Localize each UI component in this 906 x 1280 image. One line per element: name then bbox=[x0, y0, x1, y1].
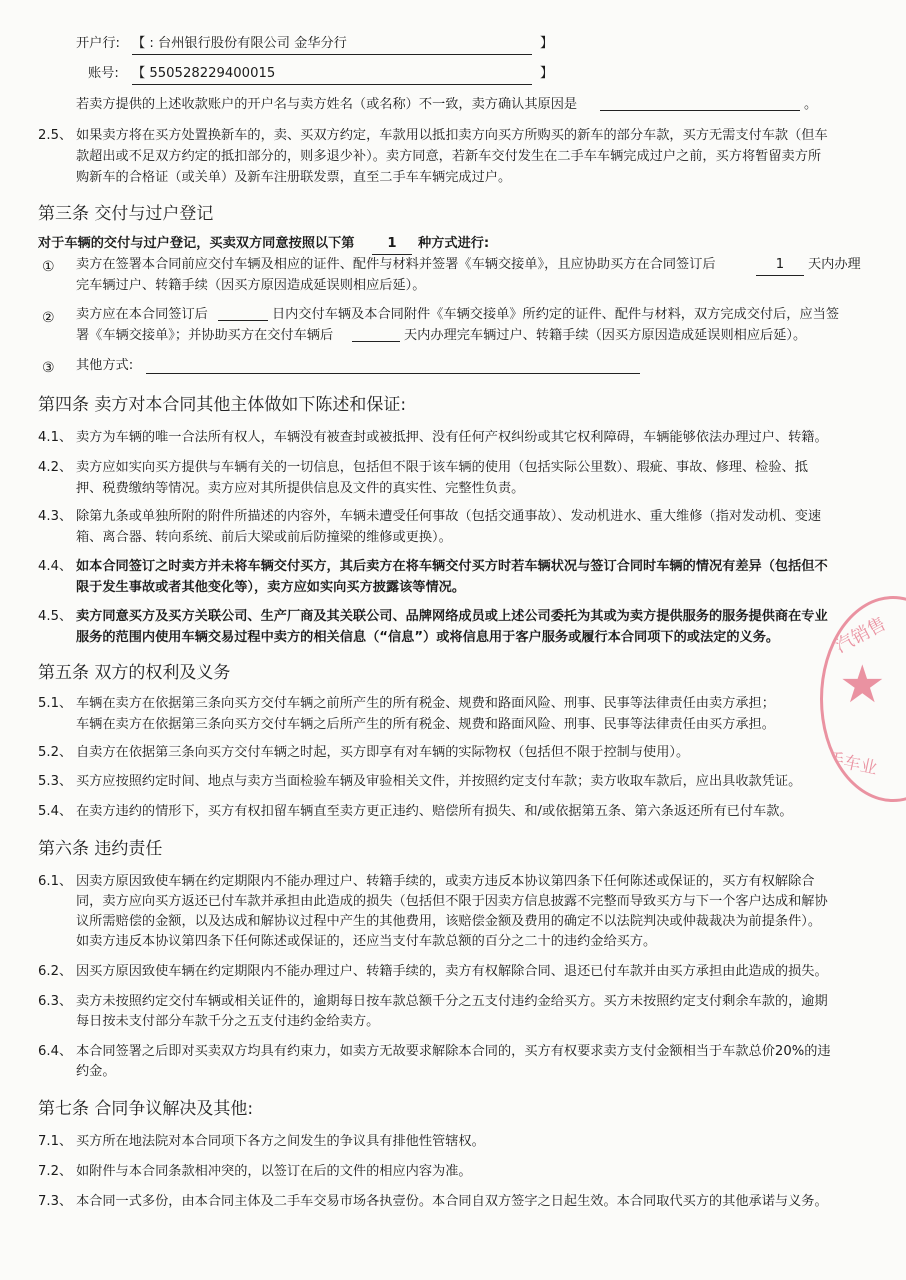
option-1-line-1a: 卖方在签署本合同前应交付车辆及相应的证件、配件与材料并签署《车辆交接单》，且应协助买方在合同签订后 bbox=[76, 257, 716, 272]
clause-4-3-line-1: 除第九条或单独所附的附件所描述的内容外，车辆未遭受任何事故（包括交通事故）、发动机进水、重大维修（指对发动机、变速 bbox=[76, 509, 822, 524]
clause-4-5-line-1: 卖方同意买方及买方关联公司、生产厂商及其关联公司、品牌网络成员或上述公司委托为其或为卖方提供服务的服务提供商在专业 bbox=[76, 609, 828, 624]
option-3-mark: ③ bbox=[42, 360, 55, 376]
clause-6-3-line-1: 卖方未按照约定交付车辆或相关证件的，逾期每日按车款总额千分之五支付违约金给买方。买方未按照约定支付剩余车款的，逾期 bbox=[76, 994, 828, 1009]
option-2-line-2b: 天内办理完车辆过户、转籍手续（因买方原因造成延误则相应后延）。 bbox=[404, 328, 807, 343]
clause-7-1-number: 7.1、 bbox=[38, 1134, 73, 1149]
clause-5-3-number: 5.3、 bbox=[38, 774, 73, 789]
clause-6-1-line-3: 议所需赔偿的金额，以及达成和解协议过程中产生的其他费用，该赔偿金额及费用的确定不以法院判决或仲裁裁决为前提条件）。 bbox=[76, 914, 822, 929]
clause-4-2-line-1: 卖方应如实向买方提供与车辆有关的一切信息，包括但不限于该车辆的使用（包括实际公里数）、瑕疵、事故、修理、检验、抵 bbox=[76, 460, 808, 475]
clause-2-5-line-1: 如果卖方将在买方处置换新车的，卖、买双方约定，车款用以抵扣卖方向买方所购买的新车的部分车款，买方无需支付车款（但车 bbox=[76, 128, 828, 143]
clause-4-5-number: 4.5、 bbox=[38, 609, 73, 624]
option-1-days: 1 bbox=[756, 255, 804, 276]
clause-6-1-line-2: 同，卖方应向买方返还已付车款并承担由此造成的损失（包括但不限于因卖方信息披露不完整而导致买方与下一个客户达成和解协 bbox=[76, 894, 828, 909]
seal-top-text: 汽销售 bbox=[831, 613, 890, 658]
clause-7-3: 本合同一式多份，由本合同主体及二手车交易市场各执壹份。本合同自双方签字之日起生效。本合同取代买方的其他承诺与义务。 bbox=[76, 1194, 828, 1209]
clause-6-3-number: 6.3、 bbox=[38, 994, 73, 1009]
clause-4-1: 卖方为车辆的唯一合法所有权人，车辆没有被查封或被抵押、没有任何产权纠纷或其它权利障碍，车辆能够依法办理过户、转籍。 bbox=[76, 430, 828, 445]
account-close-bracket: 】 bbox=[540, 66, 554, 81]
option-1-line-2: 完车辆过户、转籍手续（因买方原因造成延误则相应后延）。 bbox=[76, 278, 426, 293]
clause-4-3-line-2: 箱、离合器、转向系统、前后大梁或前后防撞梁的维修或更换）。 bbox=[76, 530, 452, 545]
article-3-option-number: 1 bbox=[372, 234, 412, 255]
clause-4-4-line-1: 如本合同签订之时卖方并未将车辆交付买方，其后卖方在将车辆交付买方时若车辆状况与签订合同时车辆的情况有差异（包括但不 bbox=[76, 559, 828, 574]
option-2-line-1b: 日内交付车辆及本合同附件《车辆交接单》所约定的证件、配件与材料，双方完成交付后，应当签 bbox=[272, 307, 840, 322]
article-7-title: 第七条 合同争议解决及其他: bbox=[38, 1099, 254, 1119]
clause-5-4-number: 5.4、 bbox=[38, 804, 73, 819]
clause-5-3: 买方应按照约定时间、地点与卖方当面检验车辆及审验相关文件，并按照约定支付车款；卖方收取车款后，应出具收款凭证。 bbox=[76, 774, 802, 789]
article-5-title: 第五条 双方的权利及义务 bbox=[38, 663, 231, 683]
clause-4-4-number: 4.4、 bbox=[38, 559, 73, 574]
clause-6-1-line-1: 因卖方原因致使车辆在约定期限内不能办理过户、转籍手续的，或卖方违反本协议第四条下任何陈述或保证的，买方有权解除合 bbox=[76, 874, 815, 889]
clause-6-3-line-2: 每日按未支付部分车款千分之五支付违约金给卖方。 bbox=[76, 1014, 380, 1029]
clause-5-2: 自卖方在依据第三条向买方交付车辆之时起，买方即享有对车辆的实际物权（包括但不限于控制与使用）。 bbox=[76, 745, 690, 760]
clause-6-1-number: 6.1、 bbox=[38, 874, 73, 889]
clause-5-2-number: 5.2、 bbox=[38, 745, 73, 760]
clause-5-1-line-1: 车辆在卖方在依据第三条向买方交付车辆之前所产生的所有税金、规费和路面风险、刑事、民事等法律责任由卖方承担； bbox=[76, 696, 775, 711]
account-value: 【 550528229400015 bbox=[132, 64, 532, 85]
article-3-title: 第三条 交付与过户登记 bbox=[38, 204, 214, 224]
bank-label: 开户行: bbox=[76, 36, 121, 51]
article-6-title: 第六条 违约责任 bbox=[38, 839, 163, 859]
clause-2-5-number: 2.5、 bbox=[38, 128, 73, 143]
clause-6-1-line-4: 如卖方违反本协议第四条下任何陈述或保证的，还应当支付车款总额的百分之二十的违约金给买方。 bbox=[76, 934, 657, 949]
article-3-intro: 对于车辆的交付与过户登记，买卖双方同意按照以下第 bbox=[38, 236, 355, 251]
clause-6-2: 因买方原因致使车辆在约定期限内不能办理过户、转籍手续的，卖方有权解除合同、退还已付车款并由买方承担由此造成的损失。 bbox=[76, 964, 828, 979]
mismatch-blank bbox=[600, 110, 800, 111]
account-label: 账号: bbox=[88, 66, 119, 81]
clause-4-2-number: 4.2、 bbox=[38, 460, 73, 475]
clause-6-2-number: 6.2、 bbox=[38, 964, 73, 979]
seal-star-icon: ★ bbox=[839, 655, 886, 715]
mismatch-text: 若卖方提供的上述收款账户的开户名与卖方姓名（或名称）不一致，卖方确认其原因是 bbox=[76, 97, 578, 112]
option-1-mark: ① bbox=[42, 259, 55, 275]
clause-5-4: 在卖方违约的情形下，买方有权扣留车辆直至卖方更正违约、赔偿所有损失、和/或依据第五条、第六条返还所有已付车款。 bbox=[76, 804, 793, 819]
clause-7-2-number: 7.2、 bbox=[38, 1164, 73, 1179]
option-2-transfer-blank bbox=[352, 341, 400, 342]
clause-4-2-line-2: 押、税费缴纳等情况。卖方应对其所提供信息及文件的真实性、完整性负责。 bbox=[76, 481, 525, 496]
clause-4-3-number: 4.3、 bbox=[38, 509, 73, 524]
article-3-intro-end: 种方式进行: bbox=[418, 236, 490, 251]
seal-bottom-text: 手车业 bbox=[824, 748, 880, 780]
clause-2-5-line-3: 购新车的合格证（或关单）及新车注册联发票，直至二手车车辆完成过户。 bbox=[76, 170, 512, 185]
article-4-title: 第四条 卖方对本合同其他主体做如下陈述和保证: bbox=[38, 395, 407, 415]
bank-close-bracket: 】 bbox=[540, 36, 554, 51]
option-2-mark: ② bbox=[42, 310, 55, 326]
option-1-line-1b: 天内办理 bbox=[808, 257, 861, 272]
clause-7-3-number: 7.3、 bbox=[38, 1194, 73, 1209]
clause-7-2: 如附件与本合同条款相冲突的，以签订在后的文件的相应内容为准。 bbox=[76, 1164, 472, 1179]
option-3-blank bbox=[146, 373, 640, 374]
clause-4-1-number: 4.1、 bbox=[38, 430, 73, 445]
clause-2-5-line-2: 款超出或不足双方约定的抵扣部分的，则多退少补）。卖方同意，若新车交付发生在二手车车辆完成过户之前，买方将暂留卖方所 bbox=[76, 149, 822, 164]
option-2-line-2a: 署《车辆交接单》；并协助买方在交付车辆后 bbox=[76, 328, 334, 343]
clause-4-5-line-2: 服务的范围内使用车辆交易过程中卖方的相关信息（“信息”）或将信息用于客户服务或履行本合同项下的或法定的义务。 bbox=[76, 630, 780, 645]
clause-6-4-line-1: 本合同签署之后即对买卖双方均具有约束力，如卖方无故要求解除本合同的，买方有权要求卖方支付金额相当于车款总价20%的违 bbox=[76, 1044, 831, 1059]
clause-6-4-line-2: 约金。 bbox=[76, 1064, 116, 1079]
clause-5-1-line-2: 车辆在卖方在依据第三条向买方交付车辆之后所产生的所有税金、规费和路面风险、刑事、民事等法律责任由买方承担。 bbox=[76, 717, 775, 732]
option-2-days-blank bbox=[218, 320, 268, 321]
clause-5-1-number: 5.1、 bbox=[38, 696, 73, 711]
clause-6-4-number: 6.4、 bbox=[38, 1044, 73, 1059]
mismatch-end: 。 bbox=[804, 97, 818, 112]
company-seal bbox=[820, 596, 906, 802]
clause-7-1: 买方所在地法院对本合同项下各方之间发生的争议具有排他性管辖权。 bbox=[76, 1134, 485, 1149]
option-2-line-1a: 卖方应在本合同签订后 bbox=[76, 307, 208, 322]
bank-value: 【 : 台州银行股份有限公司 金华分行 bbox=[132, 34, 532, 55]
clause-4-4-line-2: 限于发生事故或者其他变化等），卖方应如实向买方披露该等情况。 bbox=[76, 580, 466, 595]
option-3-label: 其他方式: bbox=[76, 358, 134, 373]
